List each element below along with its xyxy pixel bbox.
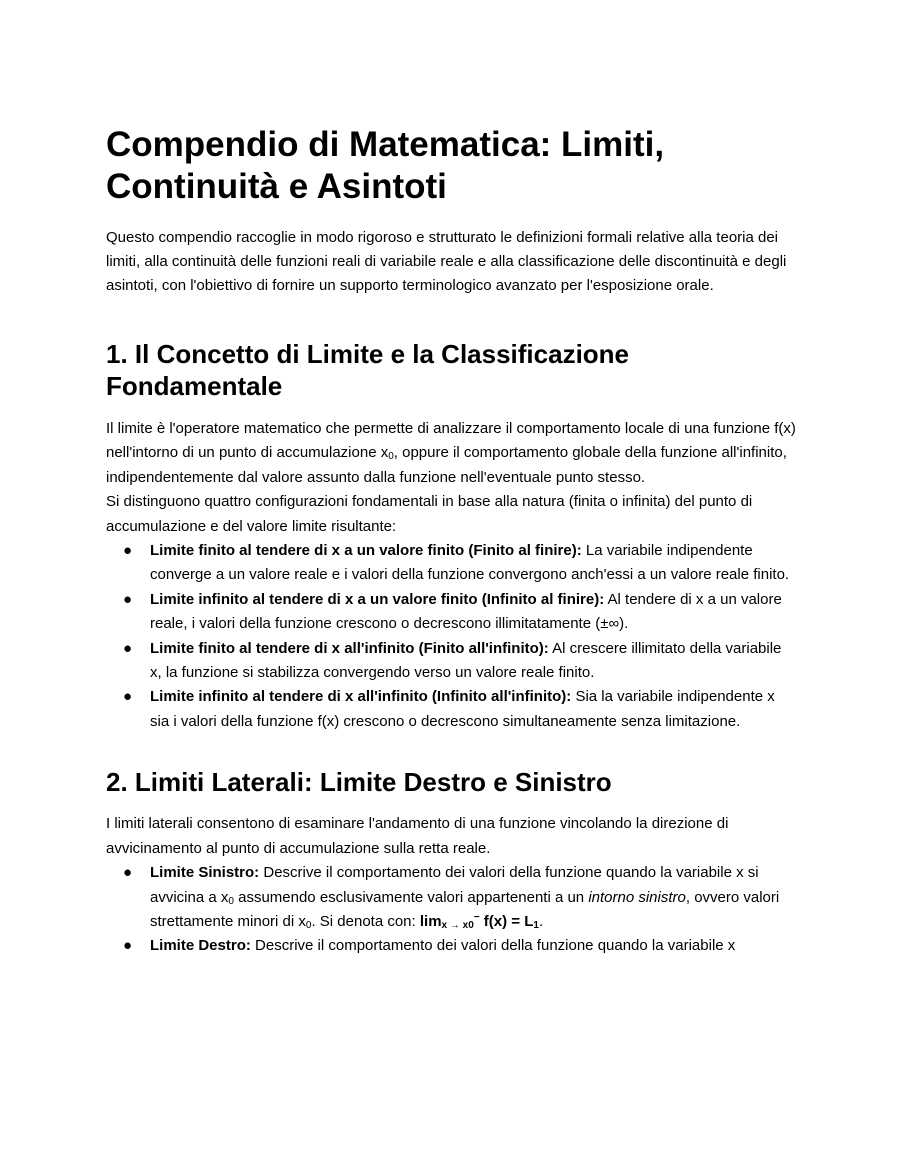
formula-rest: f(x) = L	[479, 912, 534, 930]
bullet-icon: ●	[123, 542, 133, 560]
text-run: , ovvero valori strettamente minori di x	[150, 888, 780, 930]
italic-term: intorno sinistro	[588, 888, 686, 906]
subscript: 0	[305, 919, 312, 931]
bold-lead: Limite infinito al tendere di x a un valore finito (Infinito al finire):	[150, 590, 605, 608]
formula-subscript: x → x0	[441, 919, 474, 931]
formula-subscript: 1	[533, 919, 539, 931]
text-run: Descrive il comportamento dei valori della funzione quando la variabile x si avvicina a x	[150, 864, 759, 906]
document-title: Compendio di Matematica: Limiti, Continuità e Asintoti	[106, 125, 665, 206]
item-text: Al tendere di x a un valore reale, i valori della funzione crescono o decrescono illimitatamente (±∞).	[150, 590, 782, 633]
text-run: , oppure il comportamento globale della funzione all'infinito, indipendentemente dal valore assunto dalla funzione nell'eventuale punto stesso.	[106, 444, 787, 486]
item-text: La variabile indipendente converge a un valore reale e i valori della funzione convergono anch'essi a un valore reale finito.	[150, 542, 790, 584]
item-text: Al crescere illimitato della variabile x, la funzione si stabilizza convergendo verso un valore reale finito.	[150, 639, 782, 682]
bullet-icon: ●	[123, 864, 133, 882]
formula-superscript: −	[473, 911, 480, 923]
bullet-icon: ●	[123, 639, 133, 657]
list-item	[106, 539, 796, 588]
intro-paragraph: Questo compendio raccoglie in modo rigoroso e strutturato le definizioni formali relative alla teoria dei limiti, alla continuità delle funzioni reali di variabile reale e alla classificazione delle discontinuità e degli asintoti, con l'obiettivo di fornire un supporto terminologico avanzato per l'esposizione orale.	[106, 229, 787, 294]
bullet-icon: ●	[123, 688, 133, 706]
bold-lead: Limite finito al tendere di x a un valore finito (Finito al finire):	[150, 542, 582, 560]
item-text: Sia la variabile indipendente x sia i valori della funzione f(x) crescono o decrescono simultaneamente senza limitazione.	[150, 688, 775, 730]
limit-formula	[420, 913, 539, 930]
section-2-bullet-list	[106, 861, 796, 959]
text-run: assumendo esclusivamente valori appartenenti a un	[233, 888, 589, 906]
section-2-paragraph-1: I limiti laterali consentono di esaminare l'andamento di una funzione vincolando la direzione di avvicinamento al punto di accumulazione sulla retta reale.	[106, 815, 729, 857]
list-item	[106, 685, 796, 734]
item-text: Descrive il comportamento dei valori della funzione quando la variabile x	[250, 937, 736, 955]
text-run: .	[538, 912, 544, 930]
document-page	[106, 124, 796, 959]
bold-lead: Limite infinito al tendere di x all'infinito (Infinito all'infinito):	[150, 688, 572, 706]
section-1-paragraph-2: Si distinguono quattro configurazioni fondamentali in base alla natura (finita o infinita) del punto di accumulazione e del valore limite risultante:	[106, 493, 753, 535]
bullet-icon: ●	[123, 590, 133, 608]
section-1-title: 1. Il Concetto di Limite e la Classificazione Fondamentale	[106, 339, 630, 401]
formula-lim: lim	[419, 912, 442, 930]
list-item-right-limit	[106, 934, 796, 958]
list-item-left-limit	[106, 861, 796, 934]
bold-lead: Limite Sinistro:	[150, 864, 260, 882]
bold-lead: Limite finito al tendere di x all'infinito (Finito all'infinito):	[150, 639, 549, 657]
text-run: . Si denota con:	[311, 912, 420, 930]
text-run: Il limite è l'operatore matematico che permette di analizzare il comportamento locale di una funzione f(x) nell'intorno di un punto di accumulazione x	[106, 420, 796, 462]
section-1-paragraph-1	[106, 417, 796, 490]
list-item	[106, 588, 796, 637]
bold-lead: Limite Destro:	[150, 937, 251, 955]
subscript: 0	[388, 451, 394, 463]
subscript: 0	[228, 895, 234, 907]
bullet-icon: ●	[123, 937, 133, 955]
section-2-title: 2. Limiti Laterali: Limite Destro e Sinistro	[106, 767, 612, 798]
section-1-bullet-list	[106, 539, 796, 734]
list-item	[106, 637, 796, 686]
